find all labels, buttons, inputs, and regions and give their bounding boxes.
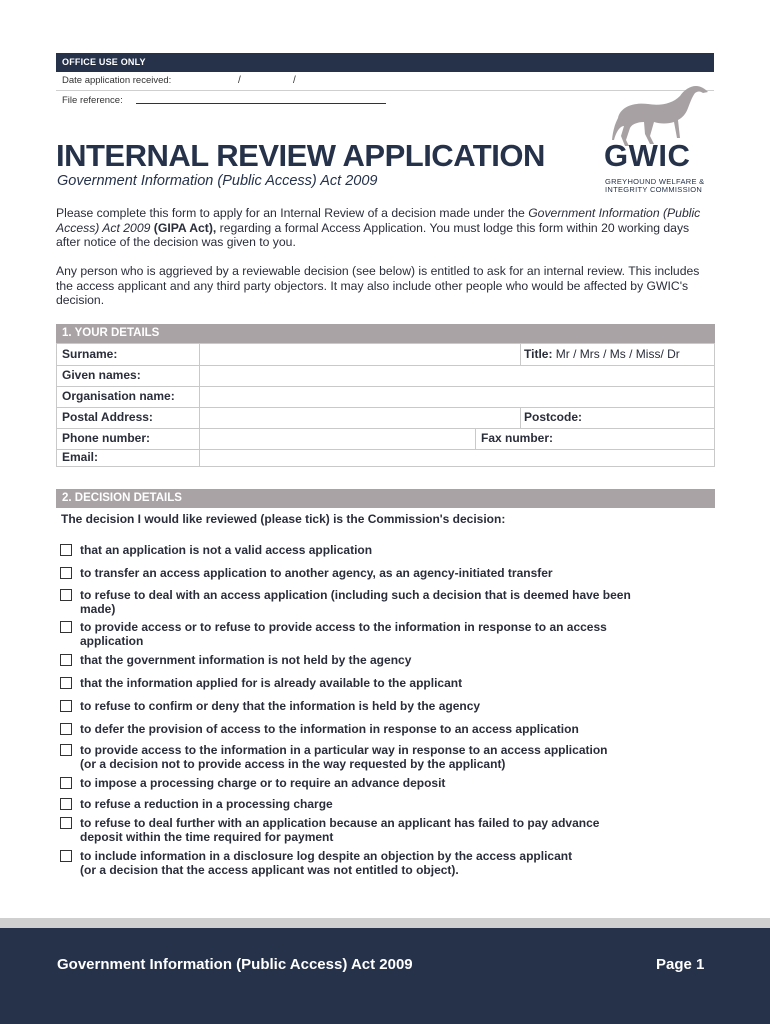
your-details-table <box>56 343 715 467</box>
page-title: INTERNAL REVIEW APPLICATION <box>56 138 545 173</box>
checkbox[interactable] <box>60 850 72 862</box>
checkbox[interactable] <box>60 544 72 556</box>
organisation-field[interactable] <box>199 386 715 407</box>
fax-cell[interactable] <box>475 428 715 449</box>
postal-address-label: Postal Address: <box>62 410 153 424</box>
section-your-details-heading: 1. YOUR DETAILS <box>56 324 715 343</box>
option-label: to refuse a reduction in a processing charge <box>80 797 333 811</box>
option-label: to transfer an access application to another agency, as an agency-initiated transfer <box>80 566 553 580</box>
decision-intro-text: The decision I would like reviewed (please tick) is the Commission's decision: <box>61 512 506 526</box>
option-label: to refuse to confirm or deny that the information is held by the agency <box>80 699 481 713</box>
given-names-label: Given names: <box>62 368 141 382</box>
option-label: that the government information is not held by the agency <box>80 653 412 667</box>
para-text: Please complete this form to apply for an Internal Review of a decision made under the <box>56 206 529 220</box>
given-names-row <box>57 365 714 387</box>
checkbox[interactable] <box>60 723 72 735</box>
instructions-paragraph <box>56 206 716 250</box>
checkbox[interactable] <box>60 744 72 756</box>
option-label: to include information in a disclosure log despite an objection by the access applicant (or a decision that the access applicant was not entitled to object). <box>80 849 573 877</box>
postal-row <box>57 407 714 429</box>
footer-act-title: Government Information (Public Access) Act 2009 <box>57 956 413 973</box>
postal-address-field[interactable] <box>199 407 520 428</box>
given-names-field[interactable] <box>199 365 715 386</box>
option-label: to refuse to deal further with an application because an applicant has failed to pay advance deposit within the time required for payment <box>80 816 600 844</box>
gwic-logo-text: GWIC <box>604 138 691 173</box>
option-label: to refuse to deal with an access application (including such a decision that is deemed have been made) <box>80 588 631 616</box>
act-name: Government Information (Public Access) Act 2009 <box>56 206 701 235</box>
page-number: Page 1 <box>656 956 705 973</box>
checkbox[interactable] <box>60 817 72 829</box>
date-separator: / <box>238 75 241 86</box>
postcode-cell[interactable] <box>520 407 715 428</box>
footer-stripe <box>0 918 770 928</box>
eligibility-paragraph: Any person who is aggrieved by a reviewable decision (see below) is entitled to ask for an internal review. This includes the access applicant and any third party objectors. It may also include other people who would be affected by GWIC's decision. <box>56 264 700 307</box>
checkbox[interactable] <box>60 798 72 810</box>
page-subtitle: Government Information (Public Access) Act 2009 <box>57 173 378 189</box>
checkbox[interactable] <box>60 589 72 601</box>
file-reference-label: File reference: <box>62 95 123 106</box>
title-options: Mr / Mrs / Ms / Miss/ Dr <box>555 347 680 361</box>
option-label: to defer the provision of access to the information in response to an access application <box>80 722 579 736</box>
surname-field[interactable] <box>199 344 520 365</box>
organisation-row <box>57 386 714 408</box>
option-label: to impose a processing charge or to require an advance deposit <box>80 776 446 790</box>
footer-band <box>0 928 770 1024</box>
surname-label: Surname: <box>62 347 118 361</box>
title-label: Title: <box>524 347 553 361</box>
email-field[interactable] <box>199 449 715 467</box>
checkbox[interactable] <box>60 700 72 712</box>
logo-subtitle: INTEGRITY COMMISSION <box>605 185 703 194</box>
option-label: to provide access to the information in a particular way in response to an access application (or a decision not to provide access in the way requested by the applicant) <box>80 743 608 771</box>
organisation-label: Organisation name: <box>62 389 175 403</box>
phone-field[interactable] <box>199 428 475 449</box>
checkbox[interactable] <box>60 777 72 789</box>
office-use-header: OFFICE USE ONLY <box>56 53 714 72</box>
option-label: that the information applied for is already available to the applicant <box>80 676 463 690</box>
postcode-label: Postcode: <box>524 410 583 424</box>
checkbox[interactable] <box>60 677 72 689</box>
fax-label: Fax number: <box>481 431 554 445</box>
phone-label: Phone number: <box>62 431 151 445</box>
para-text: regarding a formal Access Application. You must lodge this form within 20 working days after notice of the decision was given to you. <box>56 220 690 249</box>
option-label: that an application is not a valid access application <box>80 543 373 557</box>
date-received-label: Date application received: <box>62 75 172 86</box>
checkbox[interactable] <box>60 654 72 666</box>
email-row <box>57 449 714 467</box>
logo-subtitle: GREYHOUND WELFARE & <box>605 177 705 186</box>
checkbox[interactable] <box>60 621 72 633</box>
file-reference-field[interactable] <box>136 103 386 104</box>
gipa-act: (GIPA Act), <box>150 220 217 235</box>
surname-row <box>57 344 714 366</box>
title-cell[interactable] <box>520 344 715 365</box>
date-separator: / <box>293 75 296 86</box>
checkbox[interactable] <box>60 567 72 579</box>
option-label: to provide access or to refuse to provide access to the information in response to an access application <box>80 620 607 648</box>
phone-row <box>57 428 714 450</box>
section-decision-details-heading: 2. DECISION DETAILS <box>56 489 715 508</box>
email-label: Email: <box>62 450 99 464</box>
